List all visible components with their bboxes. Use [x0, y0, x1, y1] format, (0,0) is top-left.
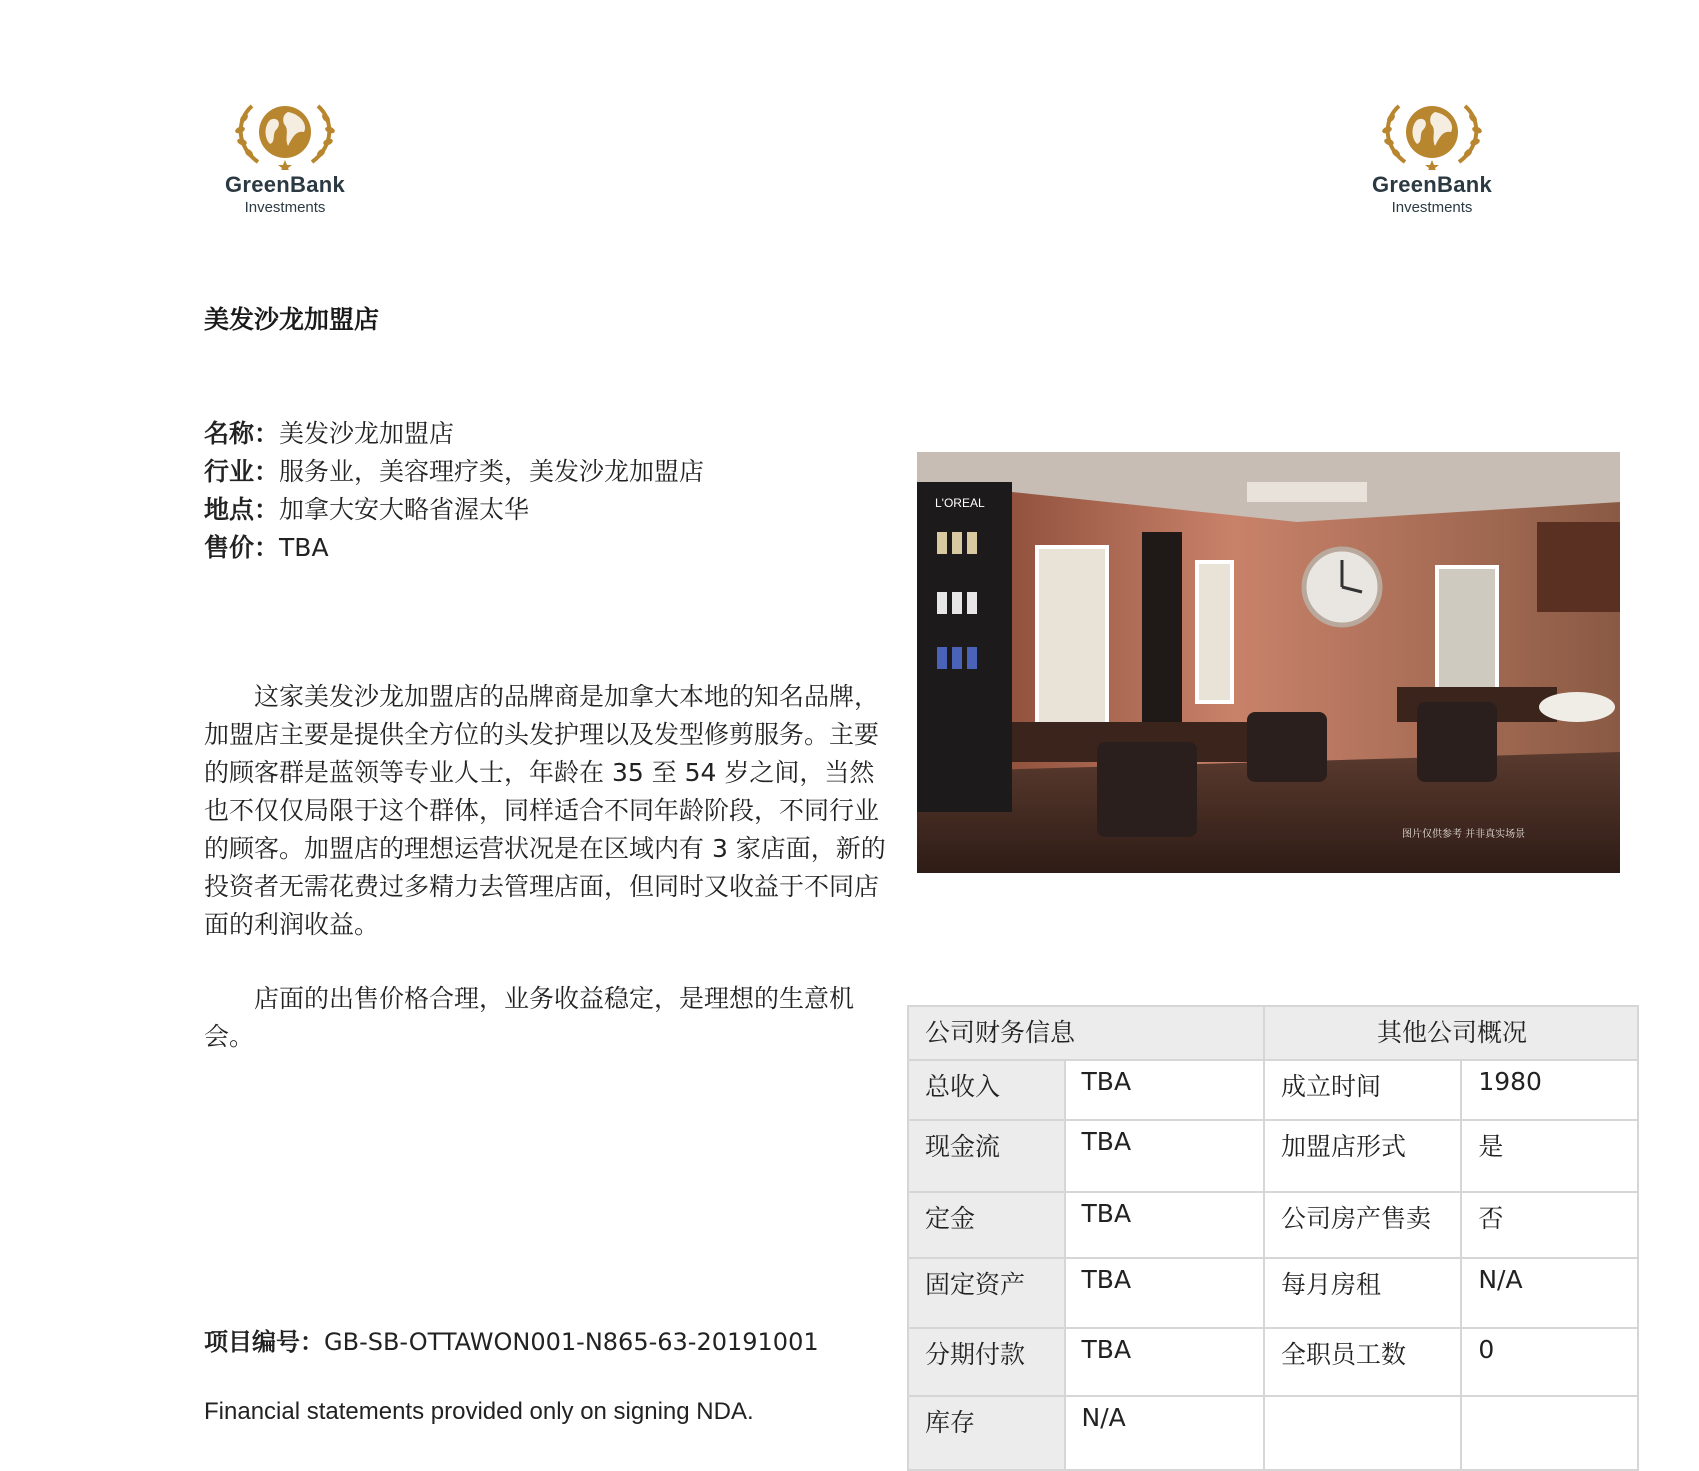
cell-value: 0: [1461, 1328, 1638, 1396]
fact-name: 名称：美发沙龙加盟店: [204, 419, 455, 448]
table-row: [908, 1328, 1638, 1396]
cell-label: 全职员工数: [1264, 1328, 1461, 1396]
fact-industry: 行业：服务业，美容理疗类，美发沙龙加盟店: [204, 457, 705, 486]
cell-label: [1264, 1396, 1461, 1470]
page-title: 美发沙龙加盟店: [204, 305, 380, 334]
cell-value: TBA: [1065, 1120, 1264, 1192]
cell-value: TBA: [1065, 1192, 1264, 1258]
cell-value: 1980: [1461, 1060, 1638, 1120]
cell-value: TBA: [1065, 1060, 1264, 1120]
cell-value: TBA: [1065, 1328, 1264, 1396]
cell-value: N/A: [1065, 1396, 1264, 1470]
cell-value: N/A: [1461, 1258, 1638, 1328]
cell-label: 成立时间: [1264, 1060, 1461, 1120]
cell-label: 每月房租: [1264, 1258, 1461, 1328]
cell-label: 加盟店形式: [1264, 1120, 1461, 1192]
logo-brand: GreenBank: [224, 172, 346, 197]
loreal-sign: L'OREAL: [935, 496, 985, 510]
cell-label: 公司房产售卖: [1264, 1192, 1461, 1258]
project-number: 项目编号：GB-SB-OTTAWON001-N865-63-20191001: [204, 1328, 819, 1356]
table-row: [908, 1060, 1638, 1120]
cell-label: 库存: [908, 1396, 1065, 1470]
listing-facts: [204, 415, 704, 567]
cell-value: [1461, 1396, 1638, 1470]
logo-brand: GreenBank: [1371, 172, 1493, 197]
greenbank-logo-left: [205, 98, 365, 238]
description-paragraph: 这家美发沙龙加盟店的品牌商是加拿大本地的知名品牌，加盟店主要是提供全方位的头发护理以及发型修剪服务。主要的顾客群是蓝领等专业人士，年龄在 35 至 54 岁之间，当然也不仅仅局限于这个群体，同样适合不同年龄阶段，不同行业的顾客。加盟店的理想运营状况是在区域内有 3 家店面，新的投资者无需花费过多精力去管理店面，但同时又收益于不同店面的利润收益。: [204, 682, 886, 939]
description-paragraph-2: 店面的出售价格合理，业务收益稳定，是理想的生意机会。: [204, 984, 855, 1051]
fact-price: 售价：TBA: [204, 533, 329, 562]
header-company-overview: 其他公司概况: [1264, 1006, 1638, 1060]
cell-value: 否: [1461, 1192, 1638, 1258]
cell-value: TBA: [1065, 1258, 1264, 1328]
table-row: [908, 1396, 1638, 1470]
cell-label: 分期付款: [908, 1328, 1065, 1396]
table-row: [908, 1258, 1638, 1328]
logo-subtitle: Investments: [1391, 199, 1473, 216]
greenbank-logo-right: [1352, 98, 1512, 238]
photo-caption: 图片仅供参考 并非真实场景: [1402, 829, 1526, 840]
table-header-row: [908, 1006, 1638, 1060]
globe-laurel-icon: [230, 98, 340, 170]
fact-location: 地点：加拿大安大略省渥太华: [204, 495, 530, 524]
salon-photo: [917, 452, 1620, 873]
financial-info-table: [907, 1005, 1639, 1471]
cell-label: 定金: [908, 1192, 1065, 1258]
cell-label: 总收入: [908, 1060, 1065, 1120]
header-financial-info: 公司财务信息: [908, 1006, 1264, 1060]
logo-subtitle: Investments: [244, 199, 326, 216]
cell-label: 固定资产: [908, 1258, 1065, 1328]
cell-value: 是: [1461, 1120, 1638, 1192]
globe-laurel-icon: [1377, 98, 1487, 170]
table-row: [908, 1192, 1638, 1258]
cell-label: 现金流: [908, 1120, 1065, 1192]
table-row: [908, 1120, 1638, 1192]
nda-note: Financial statements provided only on signing NDA.: [204, 1398, 754, 1425]
